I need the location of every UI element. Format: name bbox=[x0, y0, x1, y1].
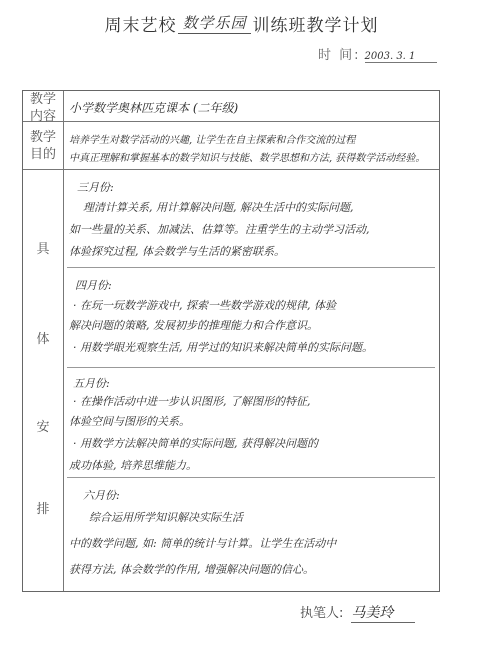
time-value: 2003. 3. 1 bbox=[365, 51, 437, 63]
section-line: · 在玩一玩数学游戏中, 探索一些数学游戏的规律, 体验 bbox=[73, 299, 336, 312]
author-signature: 马美玲 bbox=[351, 602, 415, 623]
title-prefix: 周末艺校 bbox=[104, 15, 177, 36]
section-line: · 用数学眼光观察生活, 用学过的知识来解决简单的实际问题。 bbox=[73, 341, 373, 354]
author-label: 执笔人: bbox=[300, 606, 344, 621]
section-line: 体验空间与图形的关系。 bbox=[69, 415, 190, 428]
section-heading: 五月份: bbox=[73, 377, 110, 390]
title-handwritten-course: 数学乐园 bbox=[178, 12, 250, 34]
section-line: 如一些量的关系、加减法、估算等。注重学生的主动学习活动, bbox=[69, 223, 370, 236]
section-line: 理清计算关系, 用计算解决问题, 解决生活中的实际问题, bbox=[83, 201, 354, 214]
goal-line: 中真正理解和掌握基本的数学知识与技能、数学思想和方法, 获得数学活动经验。 bbox=[69, 153, 426, 164]
section-line: · 在操作活动中进一步认识图形, 了解图形的特征, bbox=[73, 395, 311, 408]
section-line: 解决问题的策略, 发展初步的推理能力和合作意识。 bbox=[69, 319, 318, 332]
section-heading: 三月份: bbox=[77, 181, 114, 194]
time-field bbox=[318, 44, 437, 63]
arrangement-label-char: 排 bbox=[36, 502, 50, 517]
author-field bbox=[300, 602, 415, 623]
plan-table bbox=[22, 90, 440, 592]
label-column-divider bbox=[63, 91, 64, 591]
section-line: 获得方法, 体会数学的作用, 增强解决问题的信心。 bbox=[69, 563, 314, 576]
section-heading: 六月份: bbox=[83, 489, 120, 502]
goal-line: 培养学生对数学活动的兴趣, 让学生在自主探索和合作交流的过程 bbox=[69, 135, 356, 146]
row-divider-content bbox=[23, 121, 439, 122]
section-heading: 四月份: bbox=[75, 279, 112, 292]
time-label: 时 间: bbox=[318, 48, 361, 63]
section-divider bbox=[67, 267, 435, 268]
section-line: 成功体验, 培养思维能力。 bbox=[69, 459, 197, 472]
arrangement-label-char: 安 bbox=[36, 420, 50, 435]
section-line: 体验探究过程, 体会数学与生活的紧密联系。 bbox=[69, 245, 285, 258]
goal-label: 教学 目的 bbox=[29, 130, 56, 162]
section-line: 综合运用所学知识解决实际生活 bbox=[89, 511, 243, 524]
content-label: 教学 内容 bbox=[29, 92, 56, 124]
section-divider bbox=[67, 367, 435, 368]
title-suffix: 训练班教学计划 bbox=[252, 15, 379, 36]
arrangement-label-char: 具 bbox=[36, 242, 50, 257]
page-title bbox=[0, 8, 483, 38]
section-divider bbox=[67, 477, 435, 478]
row-divider-goal bbox=[23, 169, 439, 170]
arrangement-label-char: 体 bbox=[36, 332, 50, 347]
section-line: · 用数学方法解决简单的实际问题, 获得解决问题的 bbox=[73, 437, 318, 450]
content-text: 小学数学奥林匹克课本 (二年级) bbox=[69, 101, 239, 115]
section-line: 中的数学问题, 如: 简单的统计与计算。让学生在活动中 bbox=[69, 537, 337, 550]
